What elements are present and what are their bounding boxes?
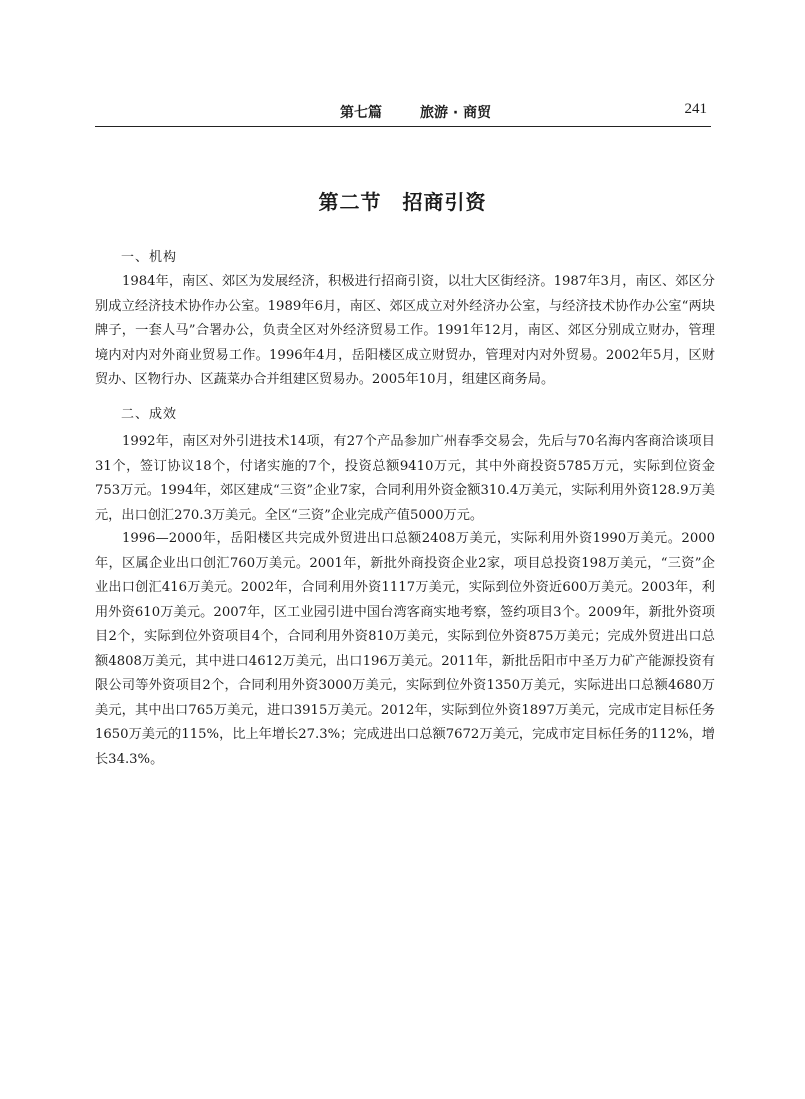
section-title: 第二节 招商引资 — [318, 190, 487, 214]
subheading-organization: 一、机构 — [121, 250, 178, 265]
part-number: 第七篇 — [340, 105, 382, 121]
subheading-results: 二、成效 — [121, 407, 178, 422]
part-title: 旅游 · 商贸 — [420, 105, 492, 121]
paragraph-results-2: 1996—2000年，岳阳楼区共完成外贸进出口总额2408万美元，实际利用外资1990万美元。2000年，区属企业出口创汇760万美元。2001年，新批外商投资企业2家，项目总投资198万美元，“三资”企业出口创汇416万美元。2002年，合同利用外资1117万美元，实际到位外资近600万美元。2003年，利用外资610万美元。2007年，区工业园引进中国台湾客商实地考察，签约项目3个。2009年，新批外资项目2个，实际到位外资项目4个，合同利用外资810万美元，实际到位外资875万美元；完成外贸进出口总额4808万美元，其中进口4612万美元，出口196万美元。2011年，新批岳阳市中圣万力矿产能源投资有限公司等外资项目2个，合同利用外资3000万美元，实际到位外资1350万美元，实际进出口总额4680万美元，其中出口765万美元，进口3915万美元。2012年，实际到位外资1897万美元，完成市定目标任务1650万美元的115%，比上年增长27.3%；完成进出口总额7672万美元，完成市定目标任务的112%，增长34.3%。 — [95, 531, 715, 767]
running-header — [95, 100, 711, 127]
paragraph-organization: 1984年，南区、郊区为发展经济，积极进行招商引资，以壮大区街经济。1987年3月，南区、郊区分别成立经济技术协作办公室。1989年6月，南区、郊区成立对外经济办公室，与经济技术协作办公室“两块牌子，一套人马”合署办公，负责全区对外经济贸易工作。1991年12月，南区、郊区分别成立财办，管理境内对内对外商业贸易工作。1996年4月，岳阳楼区成立财贸办，管理对内对外贸易。2002年5月，区财贸办、区物行办、区蔬菜办合并组建区贸易办。2005年10月，组建区商务局。 — [95, 274, 715, 387]
page-number: 241 — [684, 101, 707, 117]
paragraph-results-1: 1992年，南区对外引进技术14项，有27个产品参加广州春季交易会，先后与70名海内客商洽谈项目31个，签订协议18个，付诸实施的7个，投资总额9410万元，其中外商投资5785万元，实际到位资金753万元。1994年，郊区建成“三资”企业7家，合同利用外资金额310.4万美元，实际利用外资128.9万美元，出口创汇270.3万美元。全区“三资”企业完成产值5000万元。 — [95, 434, 715, 523]
